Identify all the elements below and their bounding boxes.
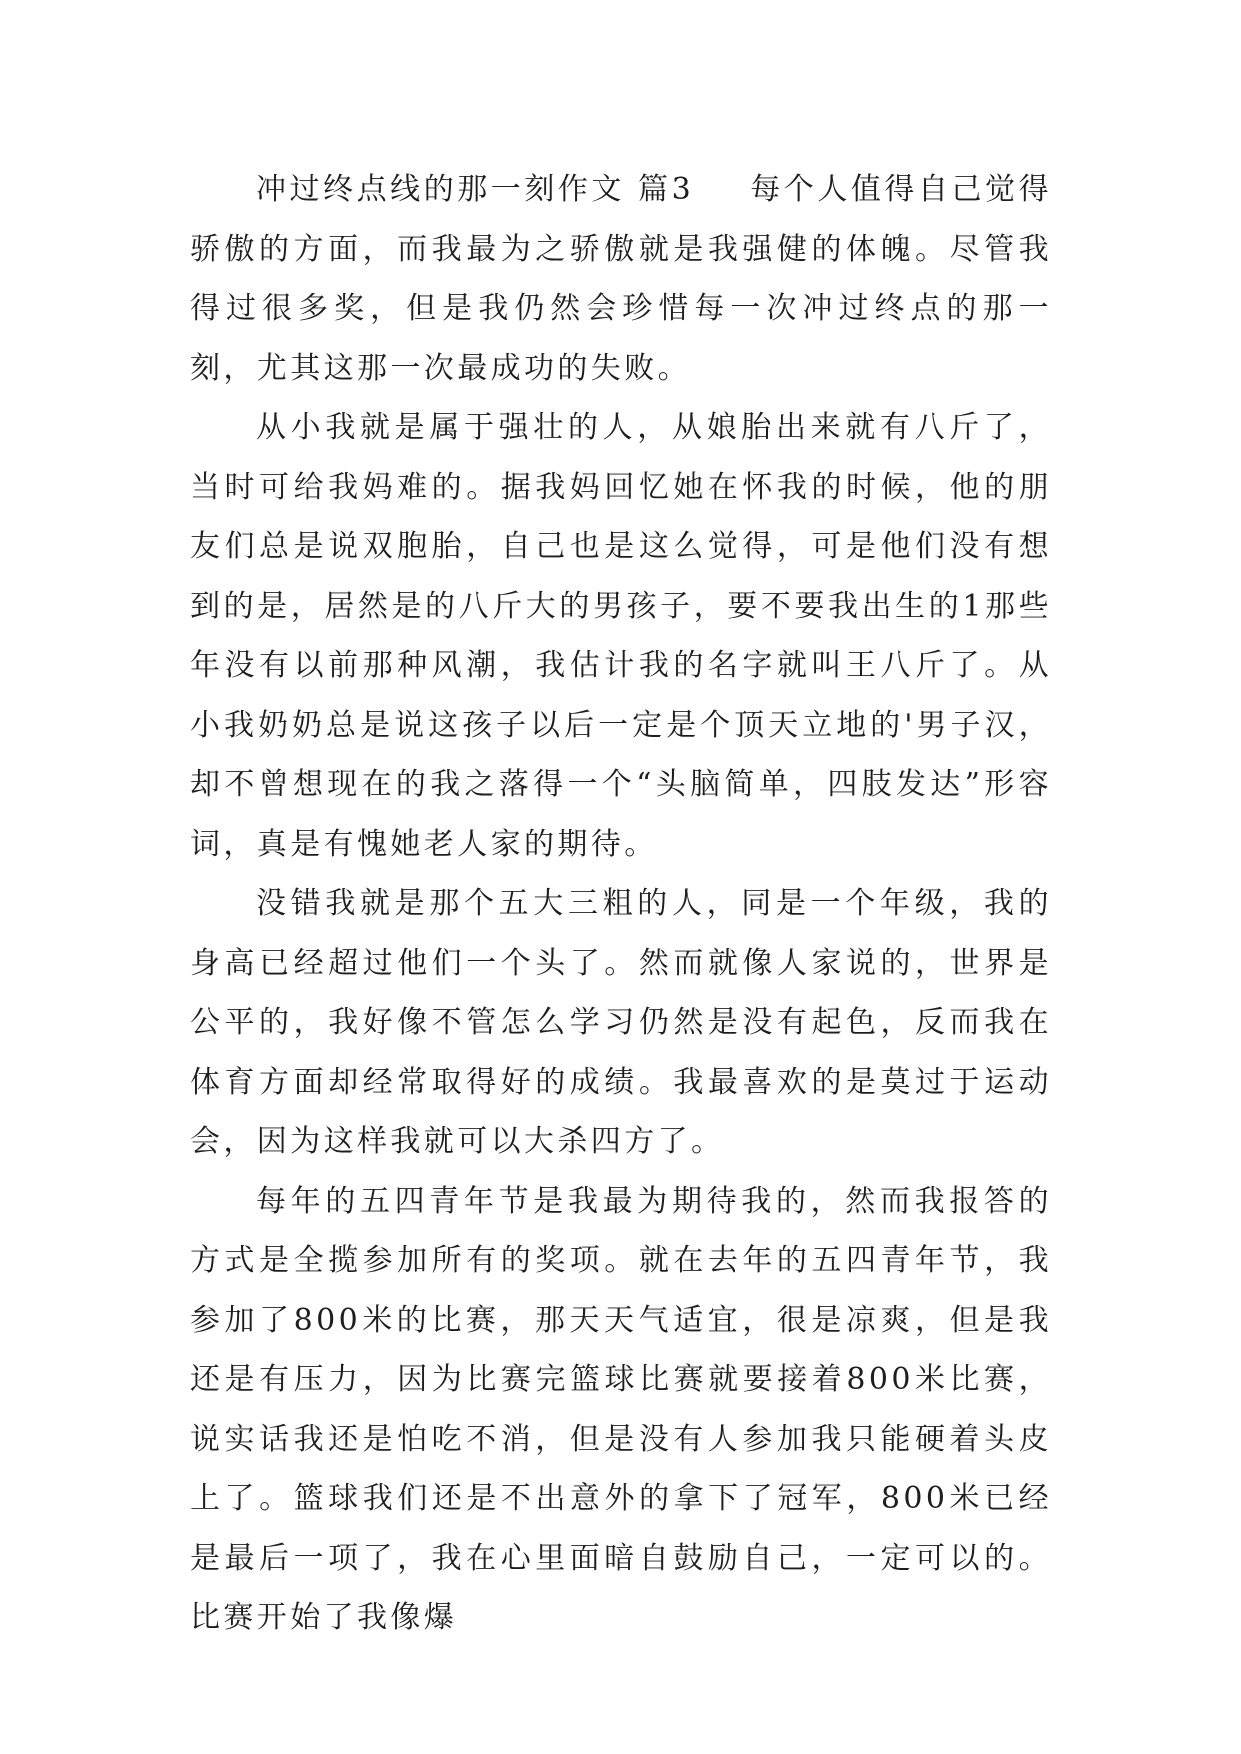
paragraph-3: 没错我就是那个五大三粗的人，同是一个年级，我的身高已经超过他们一个头了。然而就像人家说的，世界是公平的，我好像不管怎么学习仍然是没有起色，反而我在体育方面却经常取得好的成绩。我最喜欢的是莫过于运动会，因为这样我就可以大杀四方了。 <box>190 886 1052 1159</box>
document-body <box>190 160 1052 1648</box>
paragraph-1 <box>190 160 1052 398</box>
paragraph-text: 每个人值得自己觉得骄傲的方面，而我最为之骄傲就是我强健的体魄。尽管我得过很多奖，但是我仍然会珍惜每一次冲过终点的那一刻，尤其这那一次最成功的失败。 <box>190 172 1052 386</box>
paragraph-2: 从小我就是属于强壮的人，从娘胎出来就有八斤了，当时可给我妈难的。据我妈回忆她在怀我的时候，他的朋友们总是说双胞胎，自己也是这么觉得，可是他们没有想到的是，居然是的八斤大的男孩子，要不要我出生的1那些年没有以前那种风潮，我估计我的名字就叫王八斤了。从小我奶奶总是说这孩子以后一定是个顶天立地的'男子汉，却不曾想现在的我之落得一个“头脑简单，四肢发达”形容词，真是有愧她老人家的期待。 <box>190 410 1052 862</box>
document-title: 冲过终点线的那一刻作文 篇3 <box>256 172 695 207</box>
paragraph-4: 每年的五四青年节是我最为期待我的，然而我报答的方式是全揽参加所有的奖项。就在去年的五四青年节，我参加了800米的比赛，那天天气适宜，很是凉爽，但是我还是有压力，因为比赛完篮球比赛就要接着800米比赛，说实话我还是怕吃不消，但是没有人参加我只能硬着头皮上了。篮球我们还是不出意外的拿下了冠军，800米已经是最后一项了，我在心里面暗自鼓励自己，一定可以的。比赛开始了我像爆 <box>190 1183 1052 1635</box>
